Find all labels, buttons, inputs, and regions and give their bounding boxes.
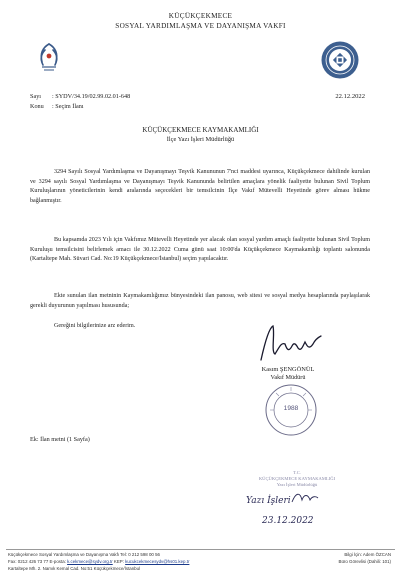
footer-kep-link[interactable]: kucukcekmecesydv@hs01.kep.tr — [125, 559, 190, 564]
document-number — [30, 93, 130, 100]
handwritten-dept: Yazı İşleri — [246, 496, 291, 506]
signature-icon — [255, 322, 325, 366]
body-paragraph-3: Ekte sunulan ilan metninin Kaymakamlığımız bünyesindeki ilan panosu, web sitesi ve sosyal medya hesaplarında paylaşılarak gerekli duyurunun yapılması hususunda; — [30, 293, 370, 309]
addressee-title: KÜÇÜKÇEKMECE KAYMAKAMLIĞI — [142, 126, 259, 134]
annex-note: Ek: İlan metni (1 Sayfa) — [30, 436, 90, 443]
subject-label: Konu — [30, 103, 44, 110]
addressee-department: İlçe Yazı İşleri Müdürlüğü — [166, 136, 235, 143]
footer-contact-role: Büro Görevlisi (Dahili: 101) — [338, 559, 391, 564]
received-stamp-line2: KÜÇÜKÇEKMECE KAYMAKAMLIĞI — [258, 476, 336, 481]
official-stamp — [264, 383, 318, 437]
footer-fax: Fax: 0212 426 73 77 E-posta: — [8, 559, 68, 564]
footer-line-3: Kartaltepe Mh. 2. Namık Kemal Cad. No:51 Küçükçekmece/İstanbul — [8, 566, 141, 571]
body-paragraph-2: Bu kapsamda 2023 Yılı için Vakfımız Mütevelli Heyetinde yer alacak olan sosyal yardım amaçlı faaliyette bulunan Sivil Toplum Kuruluşu temsilcisini belirlemek amacı ile 30.12.2022 Cuma günü saat 10:00'da Küçükçekmece Kaymakamlığı toplantı salonunda (Kartaltepe Mah. Süvari Cad. No:19 Küçükçekmece/İstanbul) seçim yapılacaktır. — [30, 237, 370, 263]
number-label: Sayı — [30, 93, 42, 100]
received-stamp-line3: Yazı İşleri Müdürlüğü — [276, 482, 318, 487]
org-subtitle: SOSYAL YARDIMLAŞMA VE DAYANIŞMA VAKFI — [115, 22, 286, 30]
footer-line-2 — [8, 559, 189, 564]
stamp-year: 1988 — [283, 405, 299, 412]
body-paragraph-1: 3294 Sayılı Sosyal Yardımlaşma ve Dayanışmayı Teşvik Kanununun 7'nci maddesi uyarınca, Küçükçekmece dahilinde kurulan ve 3294 sayılı Sosyal Yardımlaşma ve Dayanışmayı Teşvik Kanununda belirtilen amaçlara yönelik faaliyette bulunan Sivil Toplum Kuruluşlarının yöneticilerinin kendi aralarında seçecekleri bir temsilcinin İlçe Vakıf Mütevelli Heyetinde görev alması hükme bağlanmıştır. — [30, 169, 370, 204]
footer-divider — [6, 549, 395, 550]
footer-kep-label: KEP: — [112, 559, 126, 564]
org-title: KÜÇÜKÇEKMECE — [168, 12, 233, 20]
foundation-seal-icon — [320, 40, 360, 80]
body-paragraph-4: Gereğini bilgilerinize arz ederim. — [54, 323, 136, 329]
subject-value: : Seçim İlanı — [52, 103, 84, 110]
handwritten-date: 23.12.2022 — [262, 516, 314, 526]
signatory-role: Vakıf Müdürü — [270, 374, 306, 381]
initials-icon — [290, 490, 320, 506]
footer-email-link[interactable]: k.cekmece@sydv.org.tr — [67, 559, 113, 564]
received-stamp — [232, 470, 362, 488]
document-date: 22.12.2022 — [335, 93, 365, 100]
received-stamp-line1: T.C. — [293, 470, 301, 475]
number-value: : SYDV/34.19/02.99.02.01-648 — [52, 93, 131, 100]
ministry-logo-icon — [34, 40, 64, 72]
document-subject — [30, 103, 84, 110]
footer-contact: Bilgi İçin: Adem ÖZCAN — [344, 552, 391, 557]
footer-line-1: Küçükçekmece Sosyal Yardımlaşma ve Dayanışma Vakfı Tel: 0 212 598 00 56 — [8, 552, 160, 557]
signatory-name: Kasım ŞENGÖNÜL — [261, 366, 315, 373]
